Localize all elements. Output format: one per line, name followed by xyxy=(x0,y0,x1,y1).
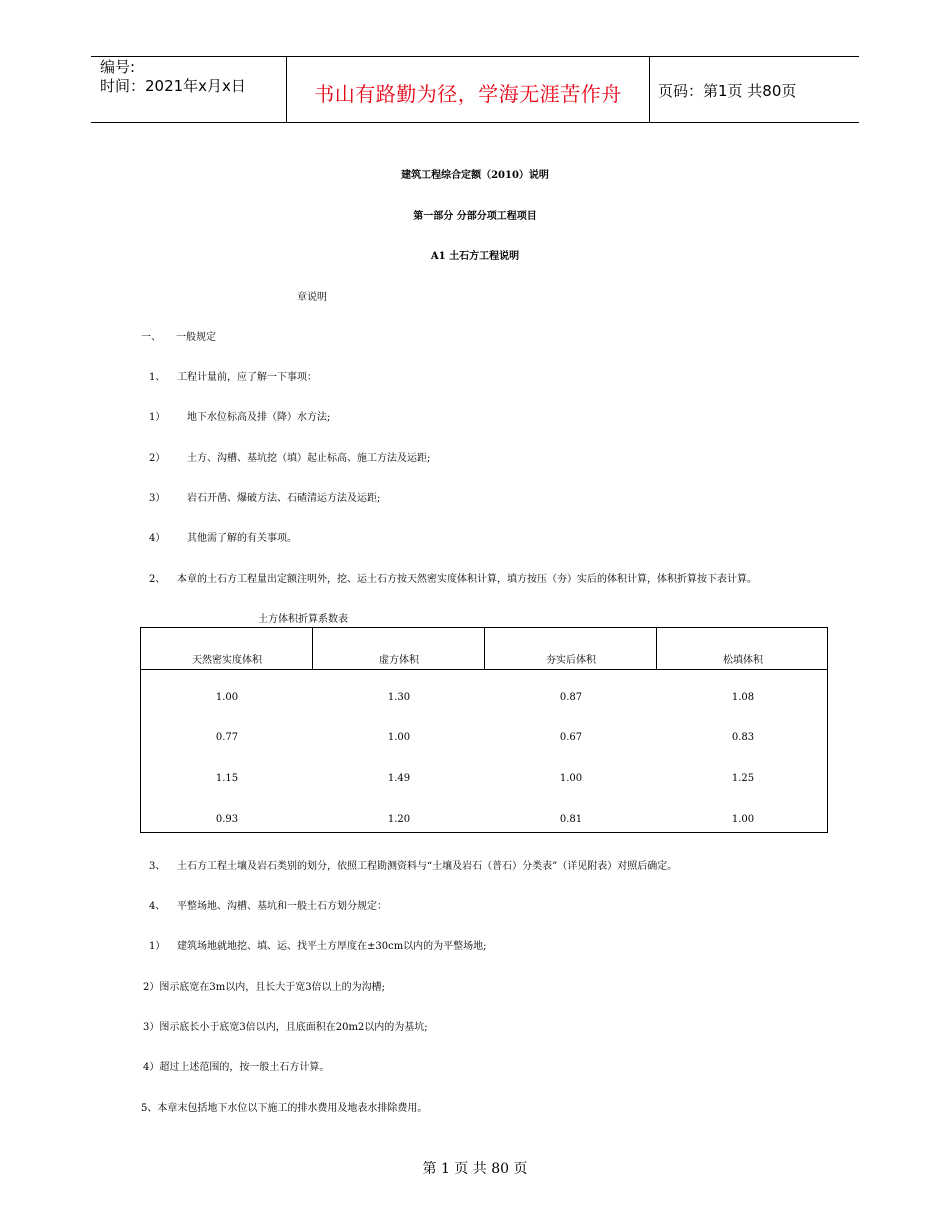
item-number: 3） xyxy=(149,493,166,504)
table-cell: 1.00 xyxy=(559,773,583,784)
table-cell: 1.49 xyxy=(387,773,411,784)
header-motto: 书山有路勤为径，学海无涯苦作舟 xyxy=(314,82,622,106)
plain-line: 5、本章末包括地下水位以下施工的排水费用及地表水排除费用。 xyxy=(141,1103,428,1114)
item-text: 建筑场地就地挖、填、运、找平土方厚度在±30cm以内的为平整场地; xyxy=(177,941,487,952)
header-top-rule xyxy=(91,56,859,57)
item-text: 平整场地、沟槽、基坑和一般土石方划分规定： xyxy=(177,901,387,912)
table-cell: 0.87 xyxy=(559,692,583,703)
table-cell: 1.08 xyxy=(731,692,755,703)
item-number: 3、 xyxy=(149,861,166,872)
item-number: 2、 xyxy=(149,574,166,585)
time-label: 时间：2021年x月x日 xyxy=(100,77,246,95)
plain-line: 3）图示底长小于底宽3倍以内，且底面积在20m2以内的为基坑; xyxy=(143,1022,428,1033)
table-header-cell: 虚方体积 xyxy=(379,655,419,666)
item-number: 4） xyxy=(149,533,166,544)
chapter-title: 章说明 xyxy=(297,292,327,303)
item-text: 本章的土石方工程量出定额注明外，挖、运土石方按天然密实度体积计算，填方按压（夯）实后的体积计算，体积折算按下表计算。 xyxy=(177,574,757,585)
table-cell: 1.20 xyxy=(387,814,411,825)
table-cell: 1.00 xyxy=(387,732,411,743)
table-cell: 1.00 xyxy=(215,692,239,703)
table-cell: 1.30 xyxy=(387,692,411,703)
plain-line: 4）超过上述范围的，按一般土石方计算。 xyxy=(143,1062,330,1073)
table-caption: 土方体积折算系数表 xyxy=(258,614,348,625)
number-label: 编号: xyxy=(100,58,136,76)
table-cell: 0.93 xyxy=(215,814,239,825)
page-footer: 第 1 页 共 80 页 xyxy=(422,1161,528,1177)
item-text: 岩石开凿、爆破方法、石碴清运方法及运距; xyxy=(187,493,381,504)
doc-title: 建筑工程综合定额（2010）说明 xyxy=(401,170,549,181)
item-number: 1、 xyxy=(149,372,166,383)
item-number: 1） xyxy=(149,412,166,423)
item-number: 2） xyxy=(149,453,166,464)
table-cell: 0.81 xyxy=(559,814,583,825)
item-text: 土石方工程土壤及岩石类别的划分，依照工程勘测资料与“土壤及岩石（普石）分类表”（详见附表）对照后确定。 xyxy=(177,861,678,872)
header-page-label: 页码：第1页 共80页 xyxy=(658,82,797,100)
item-text: 其他需了解的有关事项。 xyxy=(187,533,297,544)
header-bottom-rule xyxy=(91,122,859,123)
table-header-cell: 天然密实度体积 xyxy=(192,655,262,666)
item-text: 地下水位标高及排（降）水方法; xyxy=(187,412,331,423)
header-meta xyxy=(100,58,246,96)
table-cell: 1.25 xyxy=(731,773,755,784)
table-cell: 0.67 xyxy=(559,732,583,743)
heading-text: 一般规定 xyxy=(176,332,216,343)
table-header-cell: 松填体积 xyxy=(723,655,763,666)
table-cell: 1.00 xyxy=(731,814,755,825)
plain-line: 2）图示底宽在3m以内，且长大于宽3倍以上的为沟槽; xyxy=(143,982,385,993)
item-text: 土方、沟槽、基坑挖（填）起止标高、施工方法及运距; xyxy=(187,453,431,464)
conversion-table xyxy=(140,627,828,833)
table-header-row xyxy=(141,628,827,670)
table-header-cell: 夯实后体积 xyxy=(546,655,596,666)
table-cell: 1.15 xyxy=(215,773,239,784)
table-cell: 0.77 xyxy=(215,732,239,743)
item-number: 4、 xyxy=(149,901,166,912)
item-text: 工程计量前，应了解一下事项： xyxy=(177,372,317,383)
part-title: 第一部分 分部分项工程项目 xyxy=(413,211,537,222)
heading-number: 一、 xyxy=(141,332,161,343)
item-number: 1） xyxy=(149,941,166,952)
section-title: A1 土石方工程说明 xyxy=(430,251,520,262)
header-divider-right xyxy=(649,56,650,122)
table-cell: 0.83 xyxy=(731,732,755,743)
